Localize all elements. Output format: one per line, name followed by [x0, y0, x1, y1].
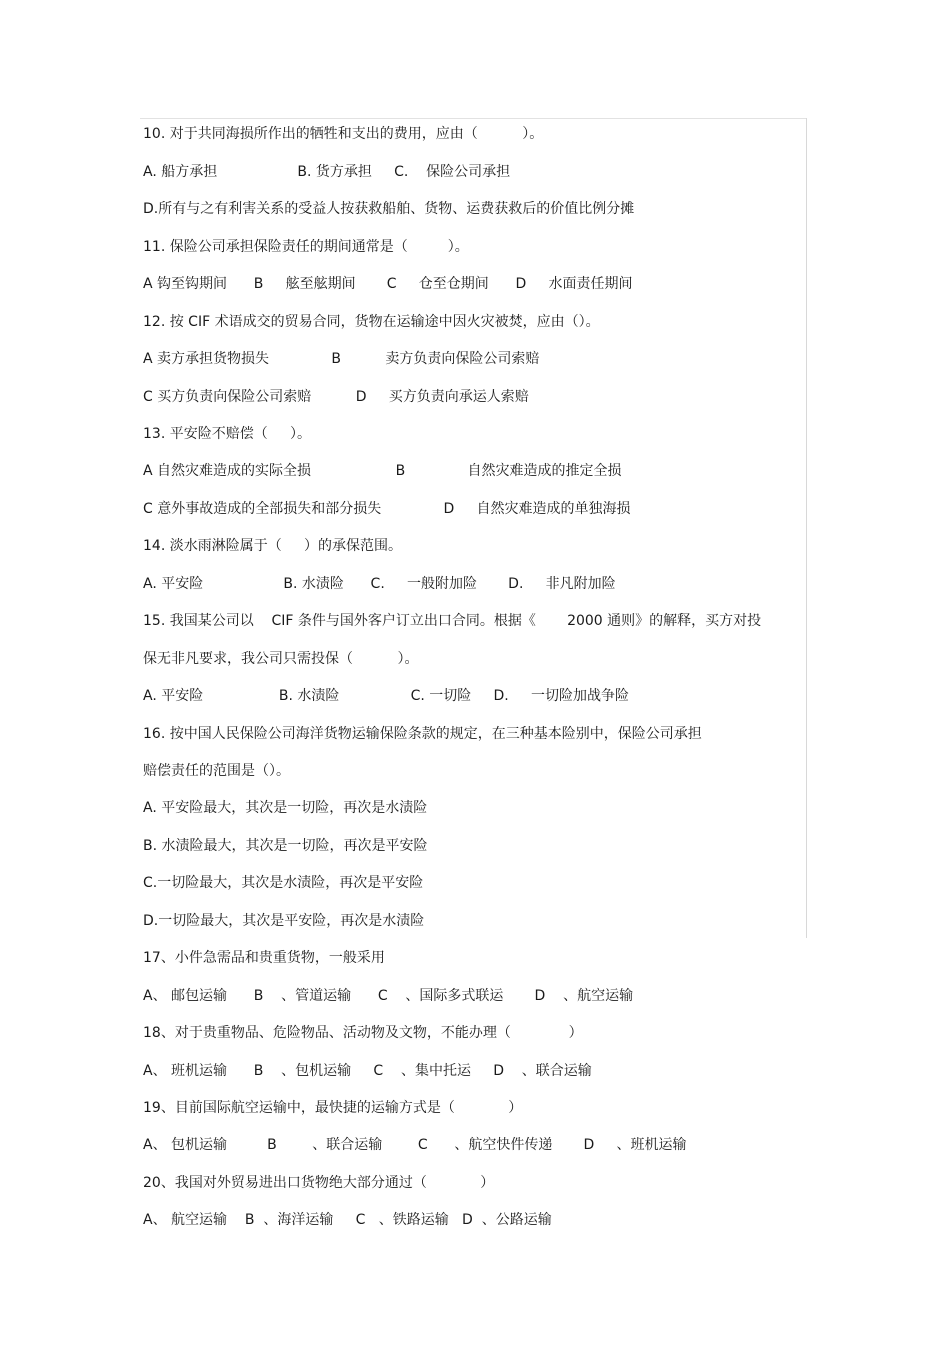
question-16-option-c: C.一切险最大，其次是水渍险，再次是平安险	[143, 875, 424, 891]
question-18-options: A、 班机运输 B 、包机运输 C 、集中托运 D 、联合运输	[143, 1063, 592, 1079]
page-frame-right-border	[806, 118, 807, 938]
question-19-stem: 19、目前国际航空运输中，最快捷的运输方式是（ ）	[143, 1100, 523, 1116]
question-19-options: A、 包机运输 B 、联合运输 C 、航空快件传递 D 、班机运输	[143, 1137, 687, 1153]
question-10-stem: 10. 对于共同海损所作出的牺牲和支出的费用，应由（ ）。	[143, 126, 544, 142]
question-15-stem-line-1: 15. 我国某公司以 CIF 条件与国外客户订立出口合同。根据《 2000 通则》的解释，买方对投	[143, 613, 762, 629]
question-17-options: A、 邮包运输 B 、管道运输 C 、国际多式联运 D 、航空运输	[143, 988, 634, 1004]
question-16-option-b: B. 水渍险最大，其次是一切险，再次是平安险	[143, 838, 428, 854]
question-10-option-d: D.所有与之有利害关系的受益人按获救船舶、货物、运费获救后的价值比例分摊	[143, 201, 635, 217]
question-15-options: A. 平安险 B. 水渍险 C. 一切险 D. 一切险加战争险	[143, 688, 629, 704]
question-13-options-cd: C 意外事故造成的全部损失和部分损失 D 自然灾难造成的单独海损	[143, 501, 631, 517]
question-13-stem: 13. 平安险不赔偿（ ）。	[143, 426, 311, 442]
question-11-stem: 11. 保险公司承担保险责任的期间通常是（ ）。	[143, 239, 469, 255]
question-15-stem-line-2: 保无非凡要求，我公司只需投保（ ）。	[143, 651, 419, 667]
question-16-stem-line-1: 16. 按中国人民保险公司海洋货物运输保险条款的规定，在三种基本险别中，保险公司承担	[143, 726, 702, 742]
question-12-options-cd: C 买方负责向保险公司索赔 D 买方负责向承运人索赔	[143, 389, 529, 405]
question-12-stem: 12. 按 CIF 术语成交的贸易合同，货物在运输途中因火灾被焚，应由（）。	[143, 314, 600, 330]
question-14-options: A. 平安险 B. 水渍险 C. 一般附加险 D. 非凡附加险	[143, 576, 616, 592]
question-16-option-d: D.一切险最大，其次是平安险，再次是水渍险	[143, 913, 425, 929]
question-11-options: A 钩至钩期间 B 舷至舷期间 C 仓至仓期间 D 水面责任期间	[143, 276, 633, 292]
question-10-options-abc: A. 船方承担 B. 货方承担 C. 保险公司承担	[143, 164, 511, 180]
question-12-options-ab: A 卖方承担货物损失 B 卖方负责向保险公司索赔	[143, 351, 540, 367]
question-17-stem: 17、小件急需品和贵重货物，一般采用	[143, 950, 385, 966]
question-16-stem-line-2: 赔偿责任的范围是（）。	[143, 763, 290, 779]
question-16-option-a: A. 平安险最大，其次是一切险，再次是水渍险	[143, 800, 428, 816]
question-20-stem: 20、我国对外贸易进出口货物绝大部分通过（ ）	[143, 1175, 495, 1191]
page-frame-top-border	[140, 118, 807, 119]
question-14-stem: 14. 淡水雨淋险属于（ ）的承保范围。	[143, 538, 402, 554]
question-18-stem: 18、对于贵重物品、危险物品、活动物及文物，不能办理（ ）	[143, 1025, 583, 1041]
question-13-options-ab: A 自然灾难造成的实际全损 B 自然灾难造成的推定全损	[143, 463, 622, 479]
question-20-options: A、 航空运输 B 、海洋运输 C 、铁路运输 D 、公路运输	[143, 1212, 552, 1228]
